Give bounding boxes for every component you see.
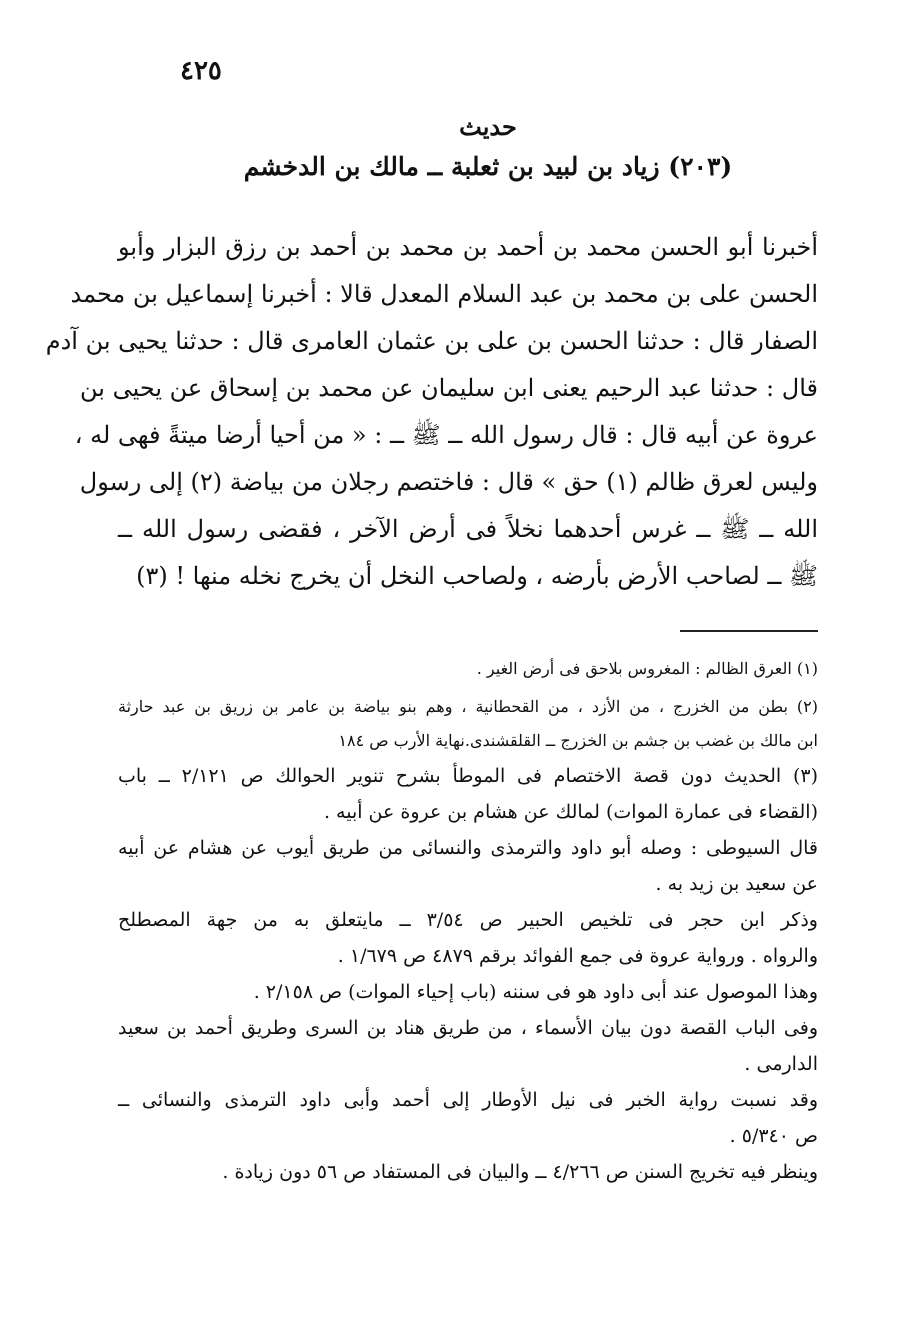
section-heading: حديث — [459, 112, 517, 141]
footnote-3-cont: وقد نسبت رواية الخبر فى نيل الأوطار إلى أحمد وأبى داود الترمذى والنسائى ــ — [118, 1089, 818, 1111]
footnote-2-cont: ابن مالك بن غضب بن جشم بن الخزرج ــ القلقشندى.نهاية الأرب ص ١٨٤ — [338, 731, 818, 750]
footnote-3-cont: عن سعيد بن زيد به . — [655, 873, 818, 895]
footnote-3-cont: والرواه . ورواية عروة فى جمع الفوائد برقم ٤٨٧٩ ص ١/٦٧٩ . — [337, 945, 818, 967]
body-line: عروة عن أبيه قال : قال رسول الله ــ ﷺ ــ : « من أحيا أرضا ميتةً فهى له ، — [74, 421, 818, 449]
footnote-3-cont: وينظر فيه تخريج السنن ص ٤/٢٦٦ ــ والبيان فى المستفاد ص ٥٦ دون زيادة . — [222, 1161, 818, 1183]
body-line: وليس لعرق ظالم (١) حق » قال : فاختصم رجلان من بياضة (٢) إلى رسول — [79, 468, 818, 496]
hadith-title: (٢٠٣) زياد بن لبيد بن ثعلبة ــ مالك بن الدخشم — [243, 152, 733, 181]
body-line: الحسن على بن محمد بن عبد السلام المعدل قالا : أخبرنا إسماعيل بن محمد — [70, 280, 818, 308]
hadith-body — [45, 224, 818, 600]
footnote-3-cont: الدارمى . — [744, 1053, 818, 1075]
footnotes — [118, 652, 818, 1190]
body-line: الصفار قال : حدثنا الحسن بن على بن عثمان العامرى قال : حدثنا يحيى بن آدم — [45, 327, 818, 355]
body-line: الله ــ ﷺ ــ غرس أحدهما نخلاً فى أرض الآخر ، فقضى رسول الله ــ — [118, 515, 818, 543]
footnote-1: (١) العرق الظالم : المغروس بلاحق فى أرض الغير . — [476, 659, 818, 678]
footnote-3-cont: وهذا الموصول عند أبى داود هو فى سننه (باب إحياء الموات) ص ٢/١٥٨ . — [253, 981, 818, 1003]
body-line: أخبرنا أبو الحسن محمد بن أحمد بن محمد بن أحمد بن رزق البزار وأبو — [118, 233, 818, 261]
footnote-3-cont: وذكر ابن حجر فى تلخيص الحبير ص ٣/٥٤ ــ مايتعلق به من جهة المصطلح — [118, 909, 818, 931]
body-line: قال : حدثنا عبد الرحيم يعنى ابن سليمان عن محمد بن إسحاق عن يحيى بن — [80, 374, 818, 402]
page-number: ٤٢٥ — [180, 56, 222, 86]
footnote-3-cont: وفى الباب القصة دون بيان الأسماء ، من طريق هناد بن السرى وطريق أحمد بن سعيد — [118, 1017, 818, 1039]
footnote-3-cont: قال السيوطى : وصله أبو داود والترمذى والنسائى من طريق أيوب عن هشام عن أبيه — [118, 837, 818, 859]
footnote-3-cont: ص ٥/٣٤٠ . — [729, 1125, 818, 1147]
body-line: ﷺ ــ لصاحب الأرض بأرضه ، ولصاحب النخل أن يخرج نخله منها ! (٣) — [136, 562, 818, 590]
footnote-3-cont: (القضاء فى عمارة الموات) لمالك عن هشام بن عروة عن أبيه . — [323, 801, 818, 823]
footnote-3: (٣) الحديث دون قصة الاختصام فى الموطأ بشرح تنوير الحوالك ص ٢/١٢١ ــ باب — [118, 765, 818, 787]
footnote-2: (٢) بطن من الخزرج ، من الأزد ، من القحطانية ، وهم بنو بياضة بن عامر بن زريق بن عبد حارثة — [118, 697, 818, 716]
footnote-separator — [680, 630, 818, 632]
